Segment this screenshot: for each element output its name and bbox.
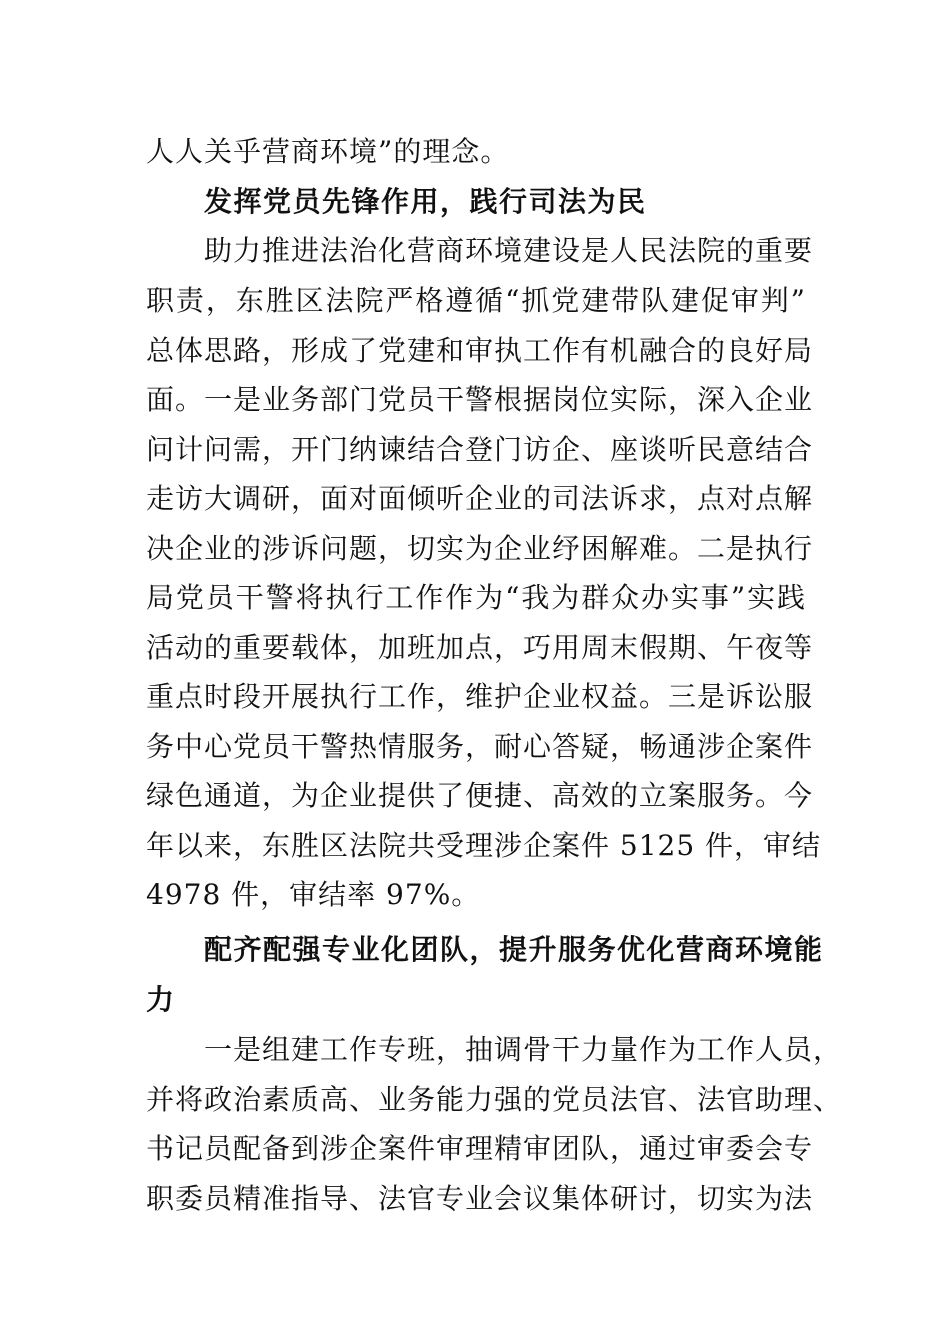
section-heading-continued: 力 bbox=[146, 983, 176, 1016]
paragraph-line: 面。一是业务部门党员干警根据岗位实际，深入企业 bbox=[146, 383, 814, 416]
paragraph-line: 职委员精准指导、法官专业会议集体研讨，切实为法 bbox=[146, 1182, 814, 1215]
paragraph-line: 决企业的涉诉问题，切实为企业纾困解难。二是执行 bbox=[146, 532, 814, 565]
paragraph-line: 职责，东胜区法院严格遵循“抓党建带队建促审判” bbox=[146, 284, 806, 317]
paragraph-line: 年以来，东胜区法院共受理涉企案件 5125 件，审结 bbox=[146, 829, 822, 862]
paragraph-line: 问计问需，开门纳谏结合登门访企、座谈听民意结合 bbox=[146, 433, 814, 466]
paragraph-line: 4978 件，审结率 97%。 bbox=[146, 878, 481, 911]
paragraph-line: 活动的重要载体，加班加点，巧用周末假期、午夜等 bbox=[146, 631, 814, 664]
paragraph-line: 总体思路，形成了党建和审执工作有机融合的良好局 bbox=[146, 334, 814, 367]
paragraph-line: 务中心党员干警热情服务，耐心答疑，畅通涉企案件 bbox=[146, 730, 814, 763]
paragraph-line: 助力推进法治化营商环境建设是人民法院的重要 bbox=[204, 234, 814, 267]
paragraph-line: 人人关乎营商环境”的理念。 bbox=[146, 135, 510, 168]
paragraph-line: 重点时段开展执行工作，维护企业权益。三是诉讼服 bbox=[146, 680, 814, 713]
paragraph-line: 书记员配备到涉企案件审理精审团队，通过审委会专 bbox=[146, 1132, 814, 1165]
paragraph-line: 一是组建工作专班，抽调骨干力量作为工作人员， bbox=[204, 1033, 843, 1066]
paragraph-line: 并将政治素质高、业务能力强的党员法官、法官助理、 bbox=[146, 1083, 843, 1116]
paragraph-line: 局党员干警将执行工作作为“我为群众办实事”实践 bbox=[146, 581, 806, 614]
paragraph-line: 走访大调研，面对面倾听企业的司法诉求，点对点解 bbox=[146, 482, 814, 515]
paragraph-line: 绿色通道，为企业提供了便捷、高效的立案服务。今 bbox=[146, 779, 814, 812]
section-heading: 配齐配强专业化团队，提升服务优化营商环境能 bbox=[204, 933, 824, 966]
section-heading: 发挥党员先锋作用，践行司法为民 bbox=[204, 185, 647, 218]
